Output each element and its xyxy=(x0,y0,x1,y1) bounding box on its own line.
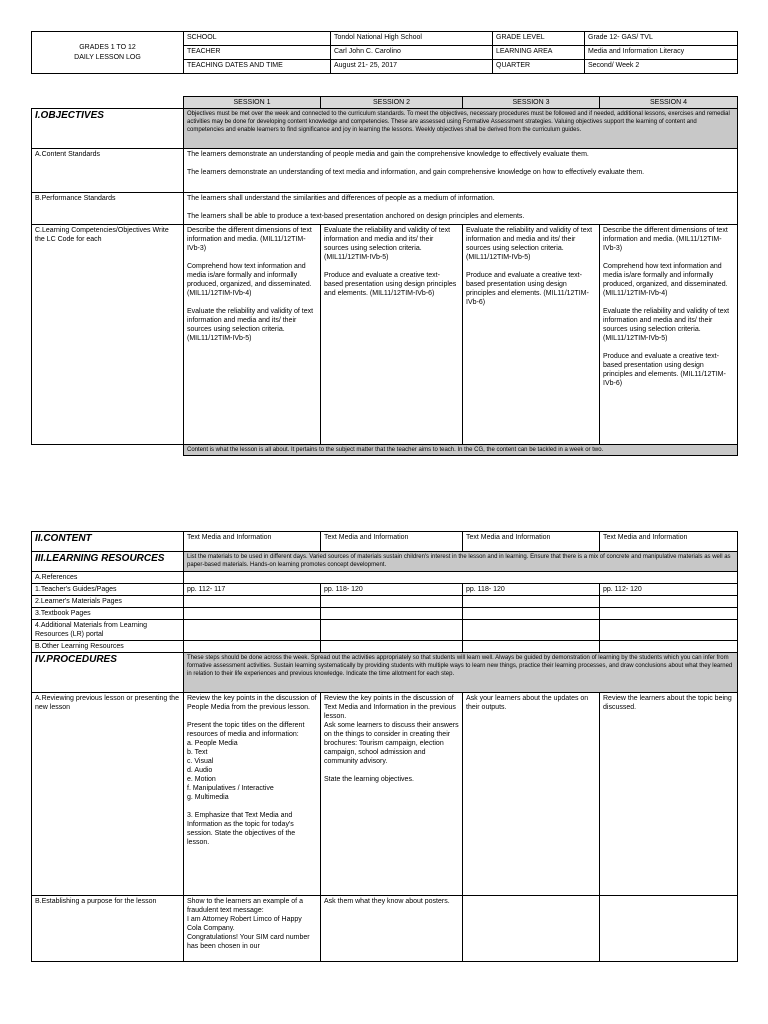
procedure-a-session-4: Review the learners about the topic being discussed. xyxy=(600,693,738,896)
grade-value: Grade 12- GAS/ TVL xyxy=(585,32,738,46)
school-value: Tondol National High School xyxy=(331,32,493,46)
content-session-1: Text Media and Information xyxy=(184,532,321,552)
dll-title-line2: DAILY LESSON LOG xyxy=(74,53,141,61)
procedures-note: These steps should be done across the week. Spread out the activities appropriately so that students will learn well. Always be guided by demonstration of learning by the students which you can infer from formative assessment activities. Sustain learning systematically by providing students with multiple ways to learn new things, practice their learning processes, and draw conclusions about what they learned in relation to their life experiences and previous knowledge. Indicate the time allotment for each step. xyxy=(184,653,738,693)
other-session-1 xyxy=(184,641,321,653)
references-value xyxy=(184,572,738,584)
textbook-session-1 xyxy=(184,608,321,620)
textbook-label: 3.Textbook Pages xyxy=(32,608,184,620)
quarter-value: Second/ Week 2 xyxy=(585,60,738,74)
competency-session-1: Describe the different dimensions of text information and media. (MIL11/12TIM-IVb-3) Comprehend how text information and media is/are formally and informally produced, organized, and disseminated. (MIL11/12TIM-IVb-4) Evaluate the reliability and validity of text information and media and its/ their sources using selection criteria. (MIL11/12TIM-IVb-5) xyxy=(184,225,321,445)
session-3-header: SESSION 3 xyxy=(463,97,600,109)
performance-standards-text: The learners shall understand the similarities and differences of people as a medium of information. The learners shall be able to produce a text-based presentation anchored on design principles and elements. xyxy=(184,193,738,225)
teachers-guide-session-2: pp. 118- 120 xyxy=(321,584,463,596)
competency-session-2: Evaluate the reliability and validity of text information and media and its/ their sources using selection criteria. (MIL11/12TIM-IVb-5) Produce and evaluate a creative text-based presentation using design principles and elements. (MIL11/12TIM-IVb-6) xyxy=(321,225,463,445)
teachers-guide-session-4: pp. 112- 120 xyxy=(600,584,738,596)
resources-note: List the materials to be used in different days. Varied sources of materials sustain children's interest in the lesson and in learning. Ensure that there is a mix of concrete and manipulative materials as well as paper-based materials. Hands-on learning promotes concept development. xyxy=(184,552,738,572)
teachers-guide-session-3: pp. 118- 120 xyxy=(463,584,600,596)
procedure-a-session-3: Ask your learners about the updates on their outputs. xyxy=(463,693,600,896)
content-standards-label: A.Content Standards xyxy=(32,149,184,193)
procedure-b-session-4 xyxy=(600,896,738,962)
additional-session-2 xyxy=(321,620,463,641)
textbook-session-2 xyxy=(321,608,463,620)
textbook-session-3 xyxy=(463,608,600,620)
session-2-header: SESSION 2 xyxy=(321,97,463,109)
learners-materials-label: 2.Learner's Materials Pages xyxy=(32,596,184,608)
objectives-heading: I.OBJECTIVES xyxy=(32,109,184,149)
additional-session-3 xyxy=(463,620,600,641)
dll-title xyxy=(32,32,184,74)
objectives-note: Objectives must be met over the week and connected to the curriculum standards. To meet the objectives, necessary procedures must be followed and if needed, additional lessons, exercises and remedial activities may be done for developing content knowledge and competencies. These are assessed using Formative Assessment strategies. Valuing objectives support the learning of content and competencies and enable learners to find significance and joy in learning the lessons. Weekly objectives shall be derived from the curriculum guides. xyxy=(184,109,738,149)
learners-materials-session-4 xyxy=(600,596,738,608)
content-session-2: Text Media and Information xyxy=(321,532,463,552)
competency-session-3: Evaluate the reliability and validity of text information and media and its/ their sources using selection criteria. (MIL11/12TIM-IVb-5) Produce and evaluate a creative text-based presentation using design principles and elements. (MIL11/12TIM-IVb-6) xyxy=(463,225,600,445)
teacher-value: Carl John C. Carolino xyxy=(331,46,493,60)
teachers-guide-session-1: pp. 112- 117 xyxy=(184,584,321,596)
content-note: Content is what the lesson is all about. It pertains to the subject matter that the teacher aims to teach. In the CG, the content can be tackled in a week or two. xyxy=(184,445,738,456)
procedure-b-session-1: Show to the learners an example of a fraudulent text message: I am Attorney Robert Limco of Happy Cola Company. Congratulations! Your SIM card number has been chosen in our xyxy=(184,896,321,962)
procedure-a-label: A.Reviewing previous lesson or presenting the new lesson xyxy=(32,693,184,896)
procedure-b-session-2: Ask them what they know about posters. xyxy=(321,896,463,962)
content-session-3: Text Media and Information xyxy=(463,532,600,552)
school-label: SCHOOL xyxy=(184,32,331,46)
learners-materials-session-2 xyxy=(321,596,463,608)
dates-value: August 21- 25, 2017 xyxy=(331,60,493,74)
teachers-guide-label: 1.Teacher's Guides/Pages xyxy=(32,584,184,596)
additional-session-4 xyxy=(600,620,738,641)
learners-materials-session-1 xyxy=(184,596,321,608)
other-session-2 xyxy=(321,641,463,653)
procedure-b-label: B.Establishing a purpose for the lesson xyxy=(32,896,184,962)
dates-label: TEACHING DATES AND TIME xyxy=(184,60,331,74)
other-resources-label: B.Other Learning Resources xyxy=(32,641,184,653)
quarter-label: QUARTER xyxy=(493,60,585,74)
dll-title-line1: GRADES 1 TO 12 xyxy=(79,43,136,51)
session-4-header: SESSION 4 xyxy=(600,97,738,109)
additional-session-1 xyxy=(184,620,321,641)
content-heading: II.CONTENT xyxy=(32,532,184,552)
grade-label: GRADE LEVEL xyxy=(493,32,585,46)
competencies-label: C.Learning Competencies/Objectives Write the LC Code for each xyxy=(32,225,184,445)
learners-materials-session-3 xyxy=(463,596,600,608)
content-standards-text: The learners demonstrate an understanding of people media and gain the comprehensive knowledge to effectively evaluate them. The learners demonstrate an understanding of text media and information, and gain comprehensive knowledge on how to effectively evaluate them. xyxy=(184,149,738,193)
area-label: LEARNING AREA xyxy=(493,46,585,60)
procedure-a-session-2: Review the key points in the discussion of Text Media and Information in the previous lesson. Ask some learners to discuss their answers on the things to consider in creating their brochures: Tourism campaign, election campaign, school admission and community advisory. State the learning objectives. xyxy=(321,693,463,896)
procedures-heading: IV.PROCEDURES xyxy=(32,653,184,693)
other-session-4 xyxy=(600,641,738,653)
references-label: A.References xyxy=(32,572,184,584)
area-value: Media and Information Literacy xyxy=(585,46,738,60)
textbook-session-4 xyxy=(600,608,738,620)
other-session-3 xyxy=(463,641,600,653)
competency-session-4: Describe the different dimensions of text information and media. (MIL11/12TIM-IVb-3) Comprehend how text information and media is/are formally and informally produced, organized, and disseminated. (MIL11/12TIM-IVb-4) Evaluate the reliability and validity of text information and media and its/ their sources using selection criteria. (MIL11/12TIM-IVb-5) Produce and evaluate a creative text-based presentation using design principles and elements. (MIL11/12TIM-IVb-6) xyxy=(600,225,738,445)
objectives-table xyxy=(31,96,738,456)
header-table xyxy=(31,31,738,74)
performance-standards-label: B.Performance Standards xyxy=(32,193,184,225)
procedure-b-session-3 xyxy=(463,896,600,962)
additional-materials-label: 4.Additional Materials from Learning Resources (LR) portal xyxy=(32,620,184,641)
resources-heading: III.LEARNING RESOURCES xyxy=(32,552,184,572)
session-1-header: SESSION 1 xyxy=(184,97,321,109)
teacher-label: TEACHER xyxy=(184,46,331,60)
content-session-4: Text Media and Information xyxy=(600,532,738,552)
procedure-a-session-1: Review the key points in the discussion of People Media from the previous lesson. Present the topic titles on the different resources of media and information: a. People Media b. Text c. Visual d. Audio e. Motion f. Manipulatives / Interactive g. Multimedia 3. Emphasize that Text Media and Information as the topic for today's session. State the objectives of the lesson. xyxy=(184,693,321,896)
lesson-table xyxy=(31,531,738,962)
